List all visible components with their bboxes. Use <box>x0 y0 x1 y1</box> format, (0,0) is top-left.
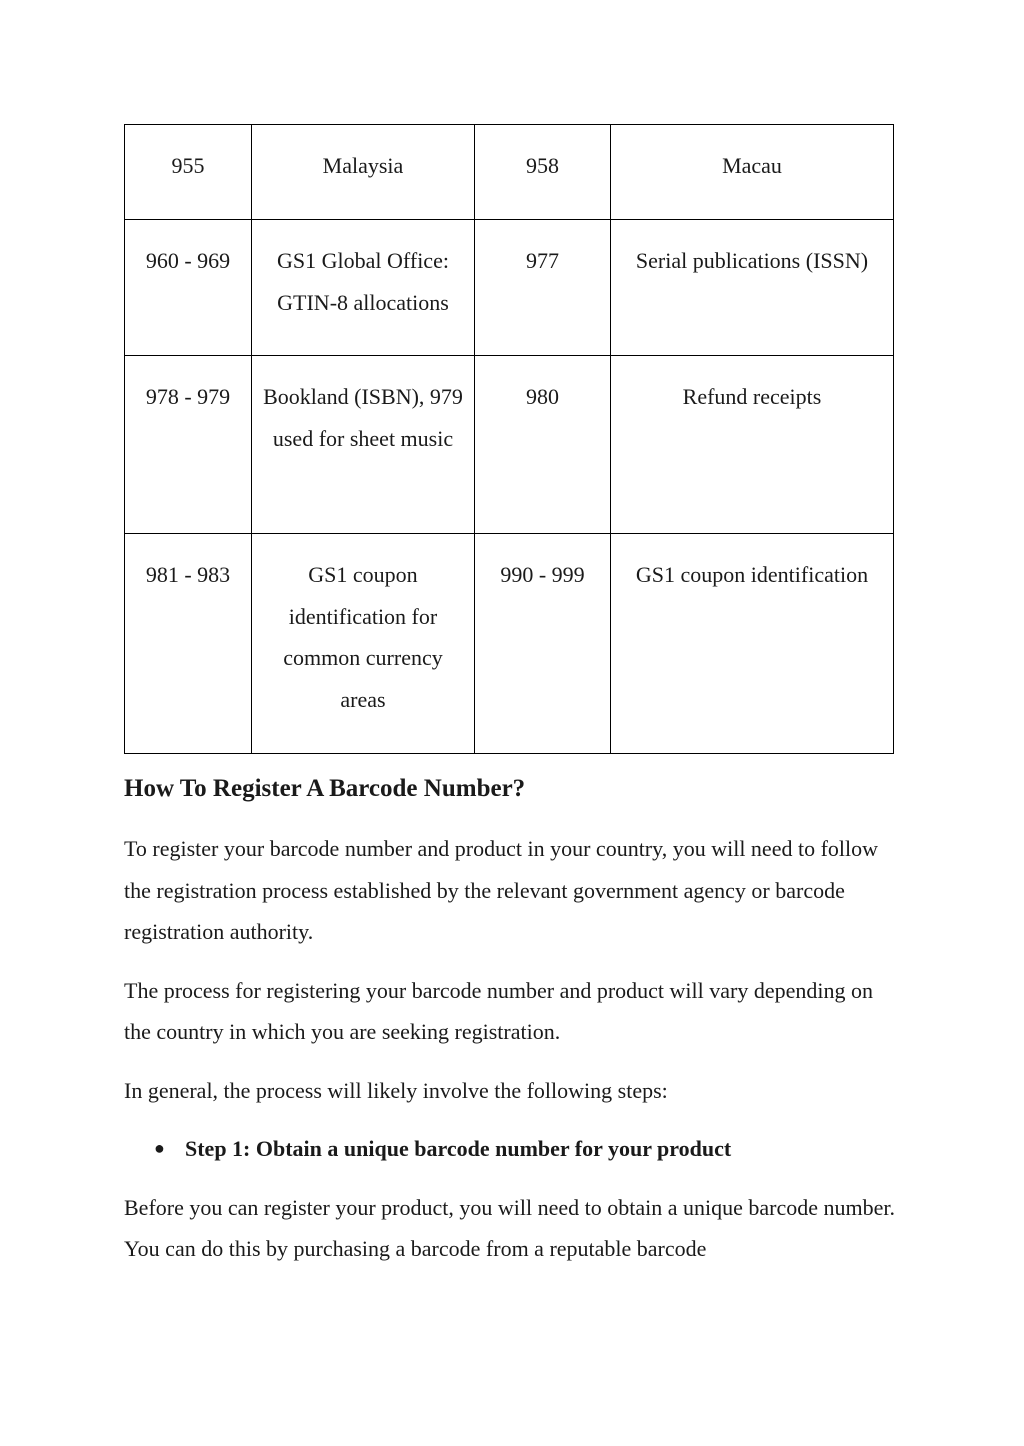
table-row <box>125 534 894 754</box>
prefix-cell: 977 <box>475 220 611 356</box>
prefix-cell: 955 <box>125 125 252 220</box>
steps-list <box>124 1128 904 1170</box>
prefix-cell: 958 <box>475 125 611 220</box>
bullet-icon: ● <box>154 1138 165 1158</box>
step-label: Step 1: Obtain a unique barcode number for your product <box>185 1136 732 1161</box>
paragraph: Before you can register your product, you will need to obtain a unique barcode number. You can do this by purchasing a barcode from a reputable barcode <box>124 1194 895 1261</box>
paragraph: In general, the process will likely involve the following steps: <box>124 1077 668 1103</box>
country-cell: Malaysia <box>252 125 475 220</box>
table-row <box>125 125 894 220</box>
section-heading: How To Register A Barcode Number? <box>124 775 526 802</box>
list-item <box>124 1128 904 1170</box>
document-page <box>124 124 904 1270</box>
country-cell: GS1 coupon identification for common currency areas <box>252 534 475 754</box>
prefix-cell: 960 - 969 <box>125 220 252 356</box>
table-row <box>125 356 894 534</box>
prefix-cell: 978 - 979 <box>125 356 252 534</box>
prefix-cell: 981 - 983 <box>125 534 252 754</box>
paragraph: The process for registering your barcode number and product will vary depending on the country in which you are seeking registration. <box>124 977 873 1044</box>
table-row <box>125 220 894 356</box>
barcode-prefix-table <box>124 124 894 754</box>
country-cell: GS1 Global Office: GTIN-8 allocations <box>252 220 475 356</box>
paragraph: To register your barcode number and product in your country, you will need to follow the registration process established by the relevant government agency or barcode registration authority. <box>124 836 879 944</box>
country-cell: Refund receipts <box>611 356 894 534</box>
country-cell: Serial publications (ISSN) <box>611 220 894 356</box>
country-cell: GS1 coupon identification <box>611 534 894 754</box>
prefix-cell: 980 <box>475 356 611 534</box>
country-cell: Bookland (ISBN), 979 used for sheet music <box>252 356 475 534</box>
country-cell: Macau <box>611 125 894 220</box>
prefix-cell: 990 - 999 <box>475 534 611 754</box>
